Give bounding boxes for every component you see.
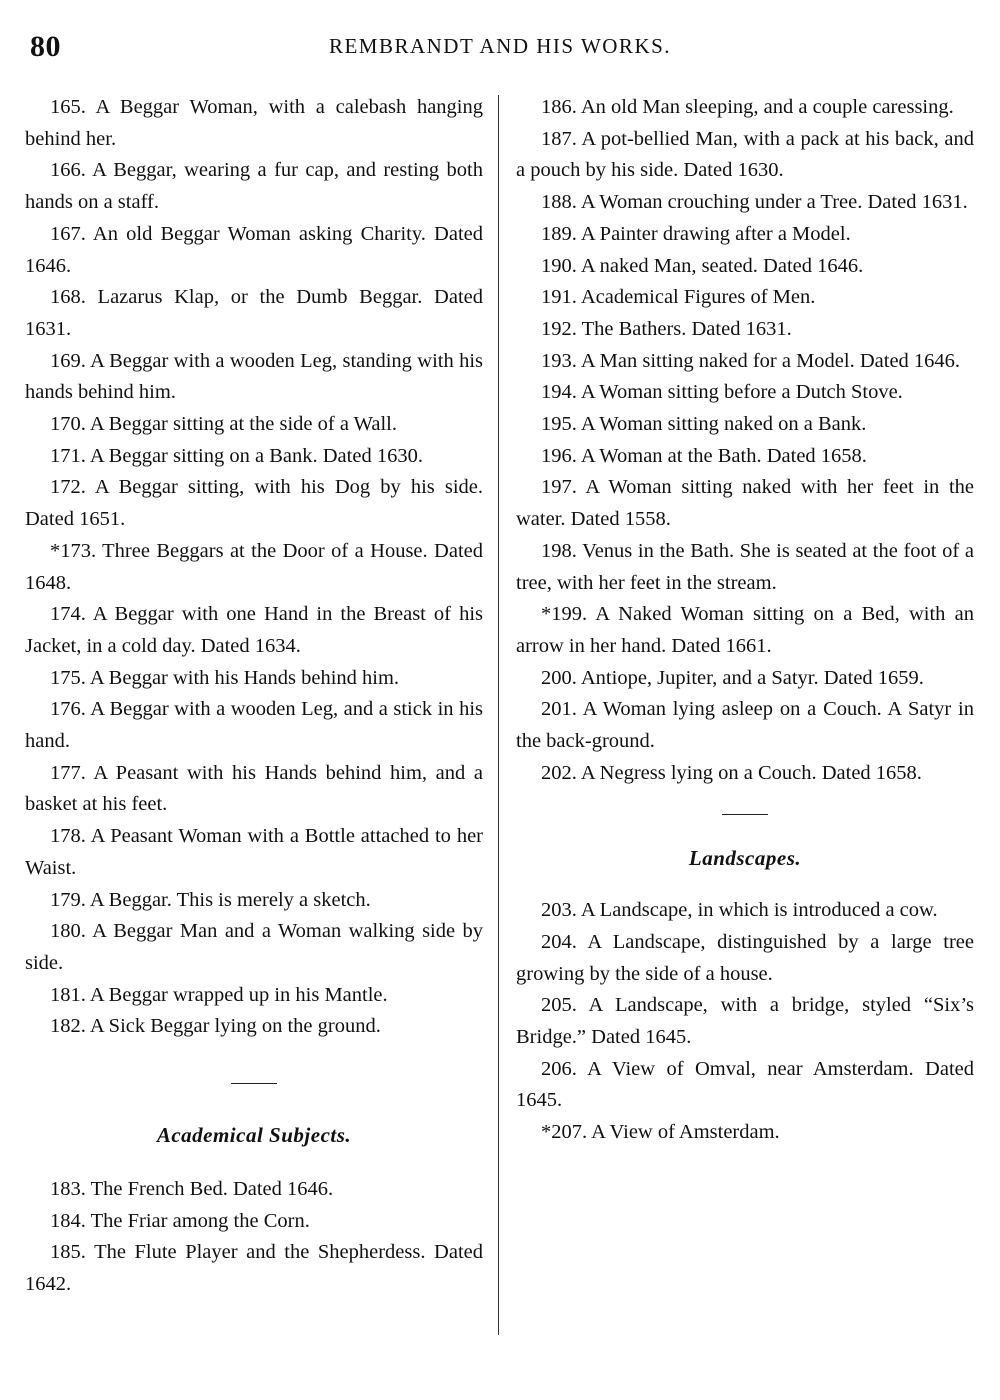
- catalogue-entry: 186. An old Man sleeping, and a couple caressing.: [541, 96, 954, 118]
- catalogue-entry: 178. A Peasant Woman with a Bottle attached to her Waist.: [25, 825, 483, 879]
- catalogue-entry: 202. A Negress lying on a Couch. Dated 1658.: [541, 761, 922, 784]
- catalogue-entry: 195. A Woman sitting naked on a Bank.: [541, 413, 867, 436]
- catalogue-entry: 198. Venus in the Bath. She is seated at the foot of a tree, with her feet in the stream.: [516, 539, 974, 594]
- catalogue-entry: 171. A Beggar sitting on a Bank. Dated 1630.: [50, 444, 423, 467]
- catalogue-entry: 185. The Flute Player and the Shepherdess. Dated 1642.: [25, 1241, 483, 1295]
- catalogue-entry: 174. A Beggar with one Hand in the Breast of his Jacket, in a cold day. Dated 1634.: [25, 603, 483, 657]
- catalogue-entry: 201. A Woman lying asleep on a Couch. A Satyr in the back-ground.: [516, 698, 974, 753]
- section-heading-academical-subjects: Academical Subjects.: [156, 1123, 352, 1148]
- catalogue-entry: 177. A Peasant with his Hands behind him, and a basket at his feet.: [25, 761, 483, 816]
- running-title: REMBRANDT AND HIS WORKS.: [328, 34, 672, 58]
- catalogue-entry: 170. A Beggar sitting at the side of a Wall.: [50, 413, 397, 436]
- catalogue-entry: 189. A Painter drawing after a Model.: [541, 222, 851, 245]
- right-column: [516, 92, 974, 1149]
- catalogue-entry: 166. A Beggar, wearing a fur cap, and resting both hands on a staff.: [25, 159, 483, 214]
- catalogue-entry: 175. A Beggar with his Hands behind him.: [50, 666, 400, 689]
- catalogue-entry: 165. A Beggar Woman, with a calebash hanging behind her.: [25, 96, 483, 150]
- catalogue-entry: 167. An old Beggar Woman asking Charity. Dated 1646.: [25, 222, 483, 277]
- catalogue-entry: 193. A Man sitting naked for a Model. Dated 1646.: [541, 349, 961, 372]
- catalogue-entry: 191. Academical Figures of Men.: [541, 286, 816, 309]
- catalogue-entry: 200. Antiope, Jupiter, and a Satyr. Dated 1659.: [541, 666, 924, 689]
- catalogue-entry: 183. The French Bed. Dated 1646.: [50, 1177, 334, 1200]
- section-divider-rule: [722, 814, 768, 815]
- catalogue-entry: 196. A Woman at the Bath. Dated 1658.: [541, 444, 867, 467]
- catalogue-entry: 204. A Landscape, distinguished by a large tree growing by the side of a house.: [516, 930, 974, 985]
- catalogue-entry: 206. A View of Omval, near Amsterdam. Dated 1645.: [516, 1057, 974, 1112]
- catalogue-entry: 190. A naked Man, seated. Dated 1646.: [541, 254, 864, 277]
- catalogue-entry: 180. A Beggar Man and a Woman walking side by side.: [25, 920, 483, 974]
- catalogue-entry: 181. A Beggar wrapped up in his Mantle.: [50, 983, 388, 1006]
- catalogue-entry: 187. A pot-bellied Man, with a pack at his back, and a pouch by his side. Dated 1630.: [516, 127, 974, 182]
- catalogue-entry: 176. A Beggar with a wooden Leg, and a stick in his hand.: [25, 698, 483, 753]
- section-heading-landscapes: Landscapes.: [688, 846, 802, 871]
- catalogue-entry: *199. A Naked Woman sitting on a Bed, with an arrow in her hand. Dated 1661.: [516, 603, 974, 657]
- catalogue-entry: *173. Three Beggars at the Door of a House. Dated 1648.: [25, 539, 483, 594]
- left-column: [25, 92, 483, 1301]
- catalogue-entry: 179. A Beggar. This is merely a sketch.: [50, 888, 371, 911]
- catalogue-entry: 205. A Landscape, with a bridge, styled “Six’s Bridge.” Dated 1645.: [516, 994, 974, 1048]
- catalogue-entry: 168. Lazarus Klap, or the Dumb Beggar. Dated 1631.: [25, 286, 483, 340]
- column-divider: [498, 95, 499, 1335]
- catalogue-entry: 203. A Landscape, in which is introduced a cow.: [541, 899, 938, 922]
- catalogue-entry: 188. A Woman crouching under a Tree. Dated 1631.: [541, 191, 968, 214]
- catalogue-entry: 169. A Beggar with a wooden Leg, standing with his hands behind him.: [25, 349, 483, 404]
- catalogue-entry: 184. The Friar among the Corn.: [50, 1209, 310, 1232]
- catalogue-entry: 182. A Sick Beggar lying on the ground.: [50, 1015, 381, 1038]
- catalogue-entry: 192. The Bathers. Dated 1631.: [541, 317, 792, 340]
- catalogue-entry: 197. A Woman sitting naked with her feet in the water. Dated 1558.: [516, 476, 974, 531]
- catalogue-entry: *207. A View of Amsterdam.: [541, 1121, 780, 1144]
- page-number: 80: [30, 30, 61, 63]
- catalogue-entry: 194. A Woman sitting before a Dutch Stove.: [541, 381, 903, 404]
- section-divider-rule: [231, 1083, 277, 1084]
- catalogue-entry: 172. A Beggar sitting, with his Dog by his side. Dated 1651.: [25, 476, 483, 531]
